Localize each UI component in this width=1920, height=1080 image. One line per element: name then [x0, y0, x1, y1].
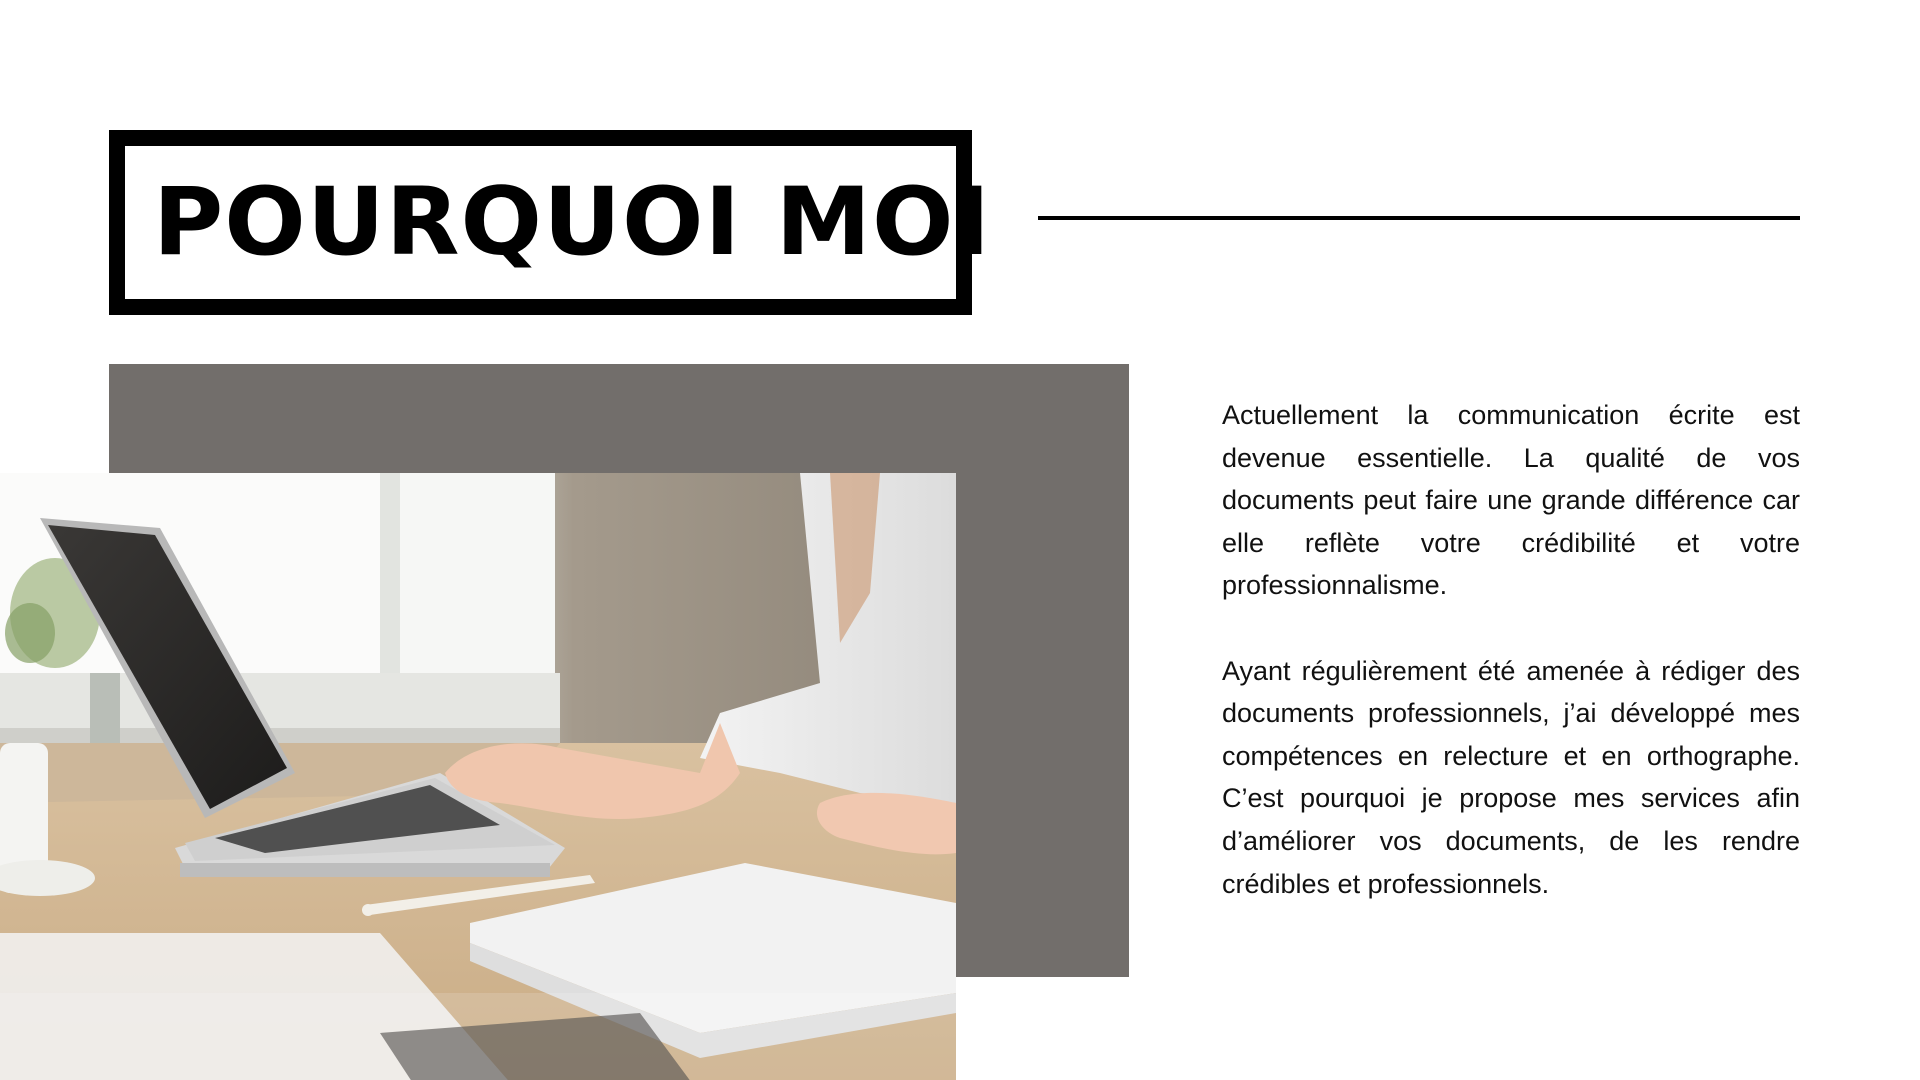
page-title: POURQUOI MOI	[153, 167, 992, 277]
title-frame	[109, 130, 992, 315]
office-laptop-photo	[0, 473, 956, 1080]
paragraph-2: Ayant régulièrement été amenée à rédiger des documents professionnels, j’ai développé mes compétences en relecture et en orthographe. C’est pourquoi je propose mes services afin d’améliorer vos documents, de les rendre crédibles et professionnels.	[1222, 655, 1800, 899]
title-frame-inner	[125, 146, 992, 299]
paragraph-1: Actuellement la communication écrite est devenue essentielle. La qualité de vos documents peut faire une grande différence car elle reflète votre crédibilité et votre professionnalisme.	[1222, 400, 1800, 601]
body-text	[1222, 394, 1800, 948]
title-divider-line	[1038, 216, 1800, 220]
